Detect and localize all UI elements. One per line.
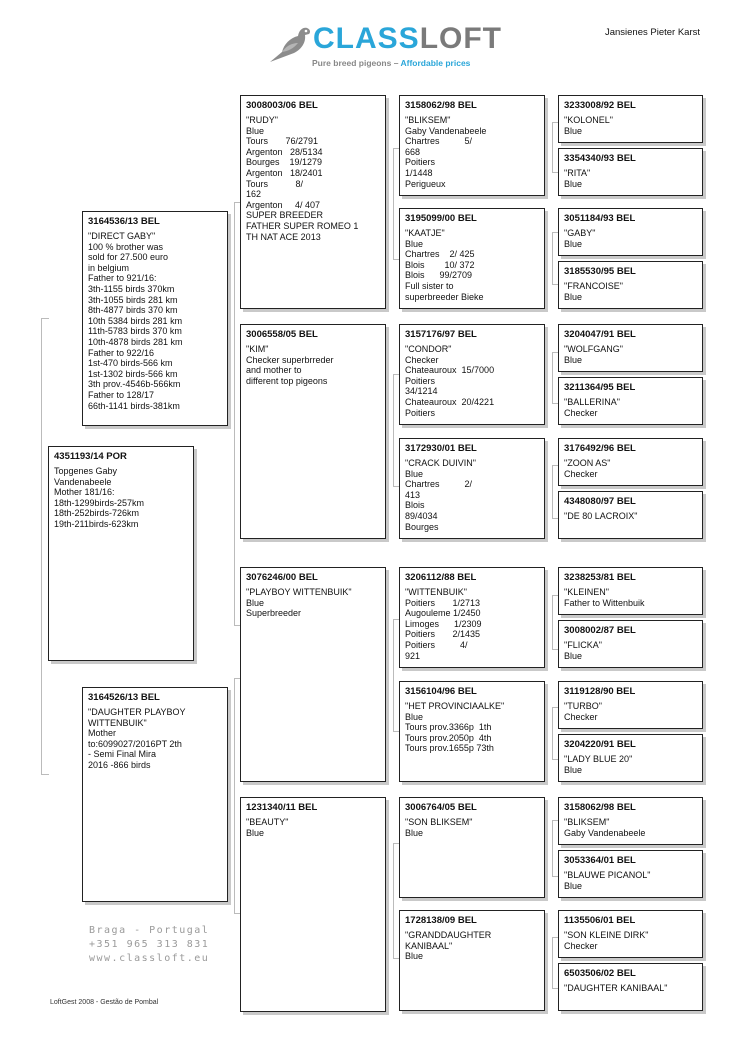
card-line: Blue (405, 238, 424, 249)
card-line: Poitiers (405, 407, 436, 418)
card-line: SUPER BREEDER (246, 210, 324, 221)
ring-number: 3156104/96 BEL (405, 686, 477, 697)
card-line: different top pigeons (246, 375, 328, 386)
contact-block (89, 924, 209, 966)
card-line: Limoges 1/2309 (405, 618, 482, 629)
gen4-card (558, 377, 703, 425)
pigeon-icon (268, 22, 312, 66)
gen4-card (558, 208, 703, 256)
gen4-card (558, 620, 703, 668)
card-line: Checker (564, 468, 598, 479)
gen4-card (558, 95, 703, 143)
ring-number: 3195099/00 BEL (405, 213, 477, 224)
ring-number: 3204220/91 BEL (564, 739, 636, 750)
card-line: Gaby Vandenabeele (405, 125, 487, 136)
card-line: Father to 922/16 (88, 347, 155, 358)
ring-number: 3176492/96 BEL (564, 443, 636, 454)
gen4-card (558, 963, 703, 1011)
gen4-card (558, 850, 703, 898)
card-line: "FRANCOISE" (564, 281, 623, 291)
card-line: 3th prov.-4546b-566km (88, 379, 181, 390)
ring-number: 4351193/14 POR (54, 451, 127, 462)
card-line: Blue (564, 178, 583, 189)
card-line: Blois 99/2709 (405, 270, 473, 281)
card-line: "CRACK DUIVIN" (405, 458, 476, 468)
gen4-card (558, 324, 703, 372)
card-line: Blue (564, 125, 583, 136)
ring-number: 3158062/98 BEL (405, 100, 477, 111)
grandparent-card (240, 567, 386, 782)
ring-number: 3233008/92 BEL (564, 100, 636, 111)
card-line: "DAUGHTER KANIBAAL" (564, 983, 668, 993)
card-line: "BLAUWE PICANOL" (564, 870, 651, 880)
card-line: 413 (405, 489, 421, 500)
card-line: Perigueux (405, 178, 446, 189)
ring-number: 3164536/13 BEL (88, 216, 160, 227)
great-grandparent-card (399, 208, 545, 309)
card-line: 668 (405, 146, 421, 157)
gen4-card (558, 567, 703, 615)
card-line: Blue (564, 238, 583, 249)
ring-number: 3158062/98 BEL (564, 802, 636, 813)
card-line: - Semi Final Mira (88, 749, 157, 760)
contact-website: www.classloft.eu (89, 953, 210, 964)
footer-text: LoftGest 2008 - Gestão de Pombal (50, 999, 159, 1006)
card-line: 1/1448 (405, 167, 433, 178)
gen4-card (558, 491, 703, 539)
card-line: Tours prov.2050p 4th (405, 732, 492, 743)
ring-number: 3119128/90 BEL (564, 686, 636, 697)
card-line: Blue (405, 711, 424, 722)
card-line: sold for 27.500 euro (88, 252, 169, 263)
ring-number: 3172930/01 BEL (405, 443, 477, 454)
ring-number: 3354340/93 BEL (564, 153, 636, 164)
card-line: KANIBAAL" (405, 940, 453, 951)
card-line: Tours 8/ (246, 178, 304, 189)
owner-name: Jansienes Pieter Karst (604, 27, 700, 38)
card-line: to:6099027/2016PT 2th (88, 738, 182, 749)
great-grandparent-card (399, 567, 545, 668)
card-line: Blue (405, 827, 424, 838)
card-line: "KIM" (246, 344, 269, 354)
card-line: "SON KLEINE DIRK" (564, 930, 649, 940)
ring-number: 3185530/95 BEL (564, 266, 636, 277)
card-line: 2016 -866 birds (88, 759, 151, 770)
card-line: Tours 76/2791 (246, 136, 319, 147)
card-line: Chartres 5/ (405, 136, 473, 147)
ring-number: 3157176/97 BEL (405, 329, 477, 340)
ring-number: 1135506/01 BEL (564, 915, 636, 926)
card-line: Bourges 19/1279 (246, 157, 323, 168)
ring-number: 3006558/05 BEL (246, 329, 318, 340)
card-line: Argenton 28/5134 (246, 146, 323, 157)
great-grandparent-card (399, 324, 545, 425)
card-line: Blue (564, 291, 583, 302)
card-line: Chateauroux 20/4221 (405, 396, 495, 407)
card-line: Argenton 18/2401 (246, 167, 323, 178)
ring-number: 3164526/13 BEL (88, 692, 160, 703)
card-line: Blois 10/ 372 (405, 259, 475, 270)
card-line: 11th-5783 birds 370 km (88, 326, 182, 337)
card-line: "SON BLIKSEM" (405, 817, 473, 827)
ring-number: 4348080/97 BEL (564, 496, 636, 507)
card-line: 921 (405, 650, 421, 661)
ring-number: 3051184/93 BEL (564, 213, 636, 224)
ring-number: 3008002/87 BEL (564, 625, 636, 636)
card-line: "ZOON AS" (564, 458, 611, 468)
card-line: Poitiers 4/ (405, 639, 468, 650)
card-line: 18th-1299birds-257km (54, 497, 145, 508)
card-line: Blois (405, 500, 425, 511)
classloft-logo (268, 20, 502, 72)
ring-number: 1728138/09 BEL (405, 915, 477, 926)
ring-number: 3238253/81 BEL (564, 572, 636, 583)
card-line: Blue (405, 951, 424, 962)
ring-number: 3211364/95 BEL (564, 382, 636, 393)
card-line: Poitiers 2/1435 (405, 629, 481, 640)
card-line: 34/1214 (405, 386, 438, 397)
card-line: Father to 128/17 (88, 389, 155, 400)
gen4-card (558, 261, 703, 309)
card-line: Bourges (405, 521, 439, 532)
card-line: Checker superbrreder (246, 354, 334, 365)
card-line: Superbreeder (246, 608, 302, 619)
card-line: "WITTENBUIK" (405, 587, 467, 597)
card-line: Tours prov.3366p 1th (405, 722, 492, 733)
card-line: "DE 80 LACROIX" (564, 511, 638, 521)
gen4-card (558, 681, 703, 729)
card-line: Checker (405, 354, 439, 365)
card-line: 66th-1141 birds-381km (88, 400, 180, 411)
card-line: "DAUGHTER PLAYBOY (88, 707, 186, 717)
card-line: 18th-252birds-726km (54, 508, 140, 519)
card-line: Blue (564, 764, 583, 775)
card-line: Chartres 2/ (405, 479, 473, 490)
card-line: "DIRECT GABY" (88, 231, 156, 241)
card-line: Blue (246, 597, 265, 608)
card-line: Checker (564, 711, 598, 722)
card-line: "CONDOR" (405, 344, 452, 354)
card-line: Argenton 4/ 407 (246, 199, 321, 210)
card-line: "KLEINEN" (564, 587, 609, 597)
card-line: and mother to (246, 365, 302, 376)
card-line: Poitiers (405, 375, 436, 386)
card-line: superbreeder Bieke (405, 291, 484, 302)
card-line: "FLICKA" (564, 640, 602, 650)
ring-number: 3206112/88 BEL (405, 572, 477, 583)
gen4-card (558, 148, 703, 196)
card-line: "BEAUTY" (246, 817, 289, 827)
card-line: 100 % brother was (88, 241, 164, 252)
card-line: FATHER SUPER ROMEO 1 (246, 220, 359, 231)
card-line: Chateauroux 15/7000 (405, 365, 495, 376)
card-line: 19th-211birds-623km (54, 518, 139, 529)
card-line: Father to Wittenbuik (564, 597, 645, 608)
grandparent-card (240, 797, 386, 1012)
card-line: 1st-470 birds-566 km (88, 358, 173, 369)
card-line: "GABY" (564, 228, 596, 238)
ring-number: 3076246/00 BEL (246, 572, 318, 583)
great-grandparent-card (399, 681, 545, 782)
card-line: Augouleme 1/2450 (405, 608, 481, 619)
card-line: 10th-4878 birds 281 km (88, 336, 183, 347)
card-line: WITTENBUIK" (88, 717, 147, 728)
ring-number: 3053364/01 BEL (564, 855, 636, 866)
card-line: Vandenabeele (54, 476, 112, 487)
ring-number: 3008003/06 BEL (246, 100, 318, 111)
great-grandparent-card (399, 438, 545, 539)
card-line: 8th-4877 birds 370 km (88, 305, 178, 316)
gen4-card (558, 910, 703, 958)
subject-card (48, 446, 194, 661)
gen4-card (558, 734, 703, 782)
card-line: in belgium (88, 262, 130, 273)
card-line: 3th-1155 birds 370km (88, 283, 175, 294)
contact-phone: +351 965 313 831 (89, 939, 210, 950)
contact-location: Braga - Portugal (89, 925, 210, 936)
card-line: Blue (246, 125, 265, 136)
card-line: Gaby Vandenabeele (564, 827, 646, 838)
card-line: "LADY BLUE 20" (564, 754, 633, 764)
card-line: Topgenes Gaby (54, 466, 118, 476)
card-line: Full sister to (405, 280, 454, 291)
card-line: "PLAYBOY WITTENBUIK" (246, 587, 352, 597)
ring-number: 3006764/05 BEL (405, 802, 477, 813)
card-line: 1st-1302 birds-566 km (88, 368, 178, 379)
card-line: "BLIKSEM" (405, 115, 451, 125)
ring-number: 3204047/91 BEL (564, 329, 636, 340)
card-line: Blue (246, 827, 265, 838)
card-line: "KAATJE" (405, 228, 445, 238)
card-line: Mother 181/16: (54, 487, 115, 498)
card-line: 10th 5384 birds 281 km (88, 315, 183, 326)
brand-tagline: Pure breed pigeons – Affordable prices (312, 58, 471, 68)
card-line: 3th-1055 birds 281 km (88, 294, 178, 305)
great-grandparent-card (399, 95, 545, 196)
mother-card (82, 687, 228, 902)
card-line: 89/4034 (405, 510, 438, 521)
card-line: "HET PROVINCIAALKE" (405, 701, 505, 711)
card-line: "BALLERINA" (564, 397, 620, 407)
card-line: TH NAT ACE 2013 (246, 231, 321, 242)
card-line: Checker (564, 940, 598, 951)
great-grandparent-card (399, 910, 545, 1011)
father-card (82, 211, 228, 426)
card-line: Tours prov.1655p 73th (405, 743, 494, 754)
ring-number: 1231340/11 BEL (246, 802, 318, 813)
card-line: "BLIKSEM" (564, 817, 610, 827)
card-line: Blue (405, 468, 424, 479)
card-line: Blue (564, 354, 583, 365)
card-line: Blue (564, 880, 583, 891)
card-line: Chartres 2/ 425 (405, 249, 475, 260)
brand-name: CLASSLOFT (313, 22, 502, 55)
card-line: 162 (246, 189, 262, 200)
grandparent-card (240, 324, 386, 539)
great-grandparent-card (399, 797, 545, 898)
card-line: "KOLONEL" (564, 115, 613, 125)
card-line: Mother (88, 728, 117, 739)
card-line: "WOLFGANG" (564, 344, 623, 354)
gen4-card (558, 797, 703, 845)
card-line: Poitiers (405, 157, 436, 168)
card-line: "GRANDDAUGHTER (405, 930, 492, 940)
card-line: "RITA" (564, 168, 591, 178)
ring-number: 6503506/02 BEL (564, 968, 636, 979)
card-line: "RUDY" (246, 115, 278, 125)
card-line: Poitiers 1/2713 (405, 597, 481, 608)
card-line: Blue (564, 650, 583, 661)
gen4-card (558, 438, 703, 486)
card-line: Father to 921/16: (88, 273, 157, 284)
grandparent-card (240, 95, 386, 309)
card-line: "TURBO" (564, 701, 602, 711)
card-line: Checker (564, 407, 598, 418)
